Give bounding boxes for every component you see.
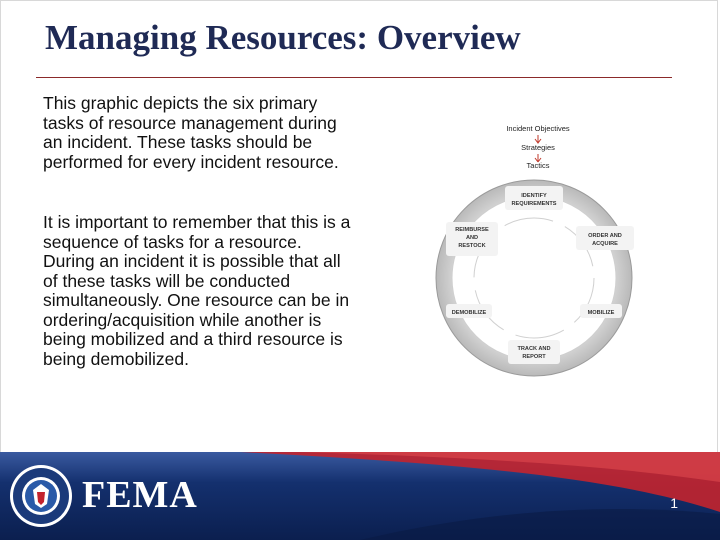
demobilize-label: DEMOBILIZE (451, 310, 487, 316)
mobilize-label: MOBILIZE (587, 310, 615, 316)
incident-objectives-label: Incident Objectives (506, 124, 570, 133)
strategies-label: Strategies (521, 143, 555, 152)
tactics-label: Tactics (526, 161, 550, 170)
body-paragraph-2: It is important to remember that this is a sequence of tasks for a resource. During an incident it is possible that all of these tasks will be conducted simultaneously. One resource can be in ordering/acquisition while another is being mobilized and a third resource is being demobilized. (43, 212, 351, 369)
footer-banner (0, 452, 720, 540)
body-paragraph-1: This graphic depicts the six primary tasks of resource management during an incident. These tasks should be performed for every incident resource. (43, 93, 339, 172)
dhs-seal-logo (9, 464, 73, 528)
track-report-label: TRACK AND REPORT (517, 346, 551, 360)
title-divider (36, 77, 672, 78)
reimburse-restock-label: REIMBURSE AND RESTOCK (455, 227, 489, 249)
cycle-box-track (508, 340, 560, 364)
resource-management-cycle-graphic (430, 118, 642, 380)
fema-wordmark: FEMA (82, 474, 198, 516)
page-number: 1 (670, 495, 678, 511)
order-acquire-label: ORDER AND ACQUIRE (588, 233, 622, 247)
identify-requirements-label: IDENTIFY REQUIREMENTS (511, 193, 557, 207)
down-arrow-icon (535, 135, 541, 143)
slide-title: Managing Resources: Overview (45, 18, 521, 57)
